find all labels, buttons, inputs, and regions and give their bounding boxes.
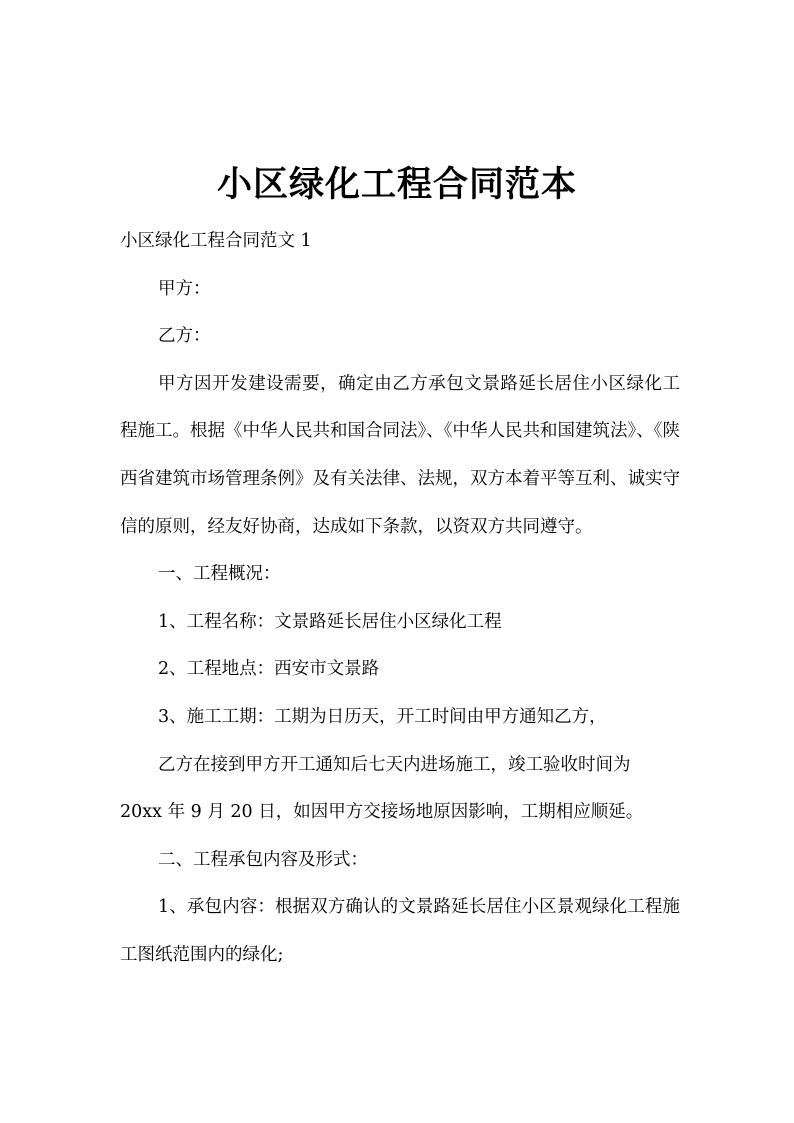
- document-body: [120, 218, 680, 980]
- section-1-heading: 一、工程概况：: [158, 564, 281, 585]
- contract-subtitle: 小区绿化工程合同范文 1: [120, 231, 312, 251]
- section-2-heading: 二、工程承包内容及形式：: [158, 849, 368, 870]
- item-completion-date: 20xx 年 9 月 20 日，如因甲方交接场地原因影响，工期相应顺延。: [120, 802, 644, 823]
- document-title: 小区绿化工程合同范本: [216, 165, 577, 205]
- item-contract-scope: 1、承包内容：根据双方确认的文景路延长居住小区景观绿化工程施工图纸范围内的绿化;: [120, 897, 680, 965]
- item-construction-period-continued: 乙方在接到甲方开工通知后七天内进场施工，竣工验收时间为: [158, 754, 631, 775]
- party-b-label: 乙方：: [158, 326, 211, 347]
- item-construction-period: 3、施工工期：工期为日历天，开工时间由甲方通知乙方，: [158, 706, 607, 727]
- item-project-name: 1、工程名称：文景路延长居住小区绿化工程: [158, 611, 502, 632]
- party-a-label: 甲方：: [158, 278, 211, 299]
- intro-paragraph: 甲方因开发建设需要，确定由乙方承包文景路延长居住小区绿化工程施工。根据《中华人民共和国合同法》、《中华人民共和国建筑法》、《陕西省建筑市场管理条例》及有关法律、法规，双方本着平等互利、诚实守信的原则，经友好协商，达成如下条款，以资双方共同遵守。: [120, 373, 680, 537]
- item-project-location: 2、工程地点：西安市文景路: [158, 659, 380, 680]
